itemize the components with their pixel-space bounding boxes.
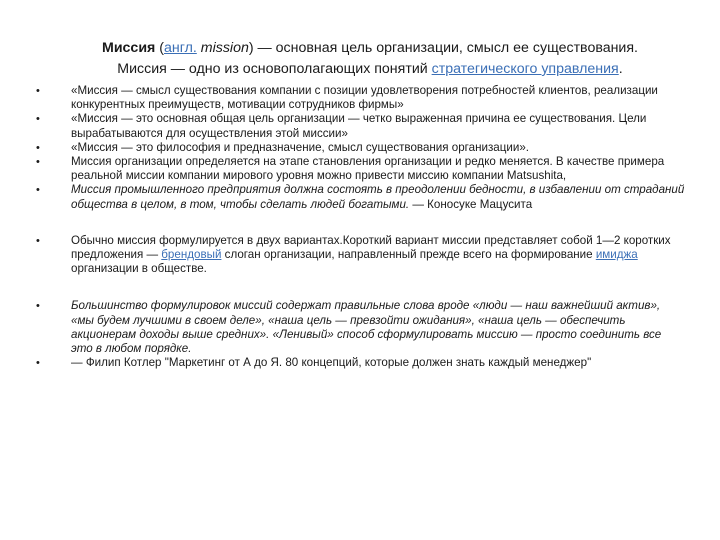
bullet-marker: • — [36, 141, 40, 154]
list-item — [36, 141, 686, 155]
bullet-marker: • — [36, 184, 40, 197]
list-item — [36, 234, 686, 277]
bullet-marker: • — [36, 357, 40, 370]
bullet-marker: • — [36, 113, 40, 126]
mission-definition-3: «Миссия — это философия и предназначение, смысл существования организации». — [71, 140, 529, 154]
kotler-citation: — Филип Котлер "Маркетинг от А до Я. 80 концепций, которые должен знать каждый менеджер" — [71, 356, 592, 370]
bullet-marker: • — [36, 234, 40, 247]
mission-definition-1: «Миссия — смысл существования компании с позиции удовлетворения потребностей клиентов, реализации конкурентных преимуществ, мотивации сотрудников фирмы» — [71, 84, 658, 112]
matsushita-quote: Миссия промышленного предприятия должна состоять в преодолении бедности, в избавлении от страданий общества в целом, в том, чтобы сделать людей богатыми. — [71, 183, 685, 211]
mission-variants-mid: слоган организации, направленный прежде всего на формирование — [221, 248, 596, 262]
intro-paragraph — [40, 38, 700, 80]
list-item — [36, 299, 686, 356]
list-item — [36, 112, 686, 140]
open-paren: ( — [155, 40, 164, 56]
list-item — [36, 155, 686, 183]
mission-variants-start: Обычно миссия формулируется в двух вариантах.Короткий вариант миссии представляет собой 1—2 коротких предложения — — [71, 233, 671, 262]
bullet-list — [36, 84, 686, 370]
kotler-quote: Большинство формулировок миссий содержат правильные слова вроде «люди — наш важнейший актив», «мы будем лучшими в своем деле», «наша цель — превзойти ожидания», «наша цель — обеспечить акционерам доходы выше средних». «Ленивый» способ сформулировать миссию — просто соединить все это в любом порядке. — [71, 299, 662, 356]
intro-definition: ) — основная цель организации, смысл ее существования. — [248, 40, 638, 56]
bullet-marker: • — [36, 300, 40, 313]
mission-definition-2: «Миссия — это основная общая цель организации — четко выраженная причина ее существования. Цели вырабатываются для осуществления этой миссии» — [71, 112, 647, 140]
list-item — [36, 183, 686, 211]
bullet-marker: • — [36, 156, 40, 169]
list-item — [36, 84, 686, 112]
term-english: mission — [196, 40, 249, 56]
brand-link[interactable]: брендовый — [161, 248, 222, 262]
list-item — [36, 356, 686, 370]
mission-variants-end: организации в обществе. — [71, 262, 207, 276]
mission-example-text: Миссия организации определяется на этапе становления организации и редко меняется. В качестве примера реальной миссии компании мирового уровня можно привести миссию компании Matsushita, — [71, 155, 665, 183]
image-link[interactable]: имиджа — [595, 248, 638, 262]
english-language-link[interactable]: англ. — [164, 40, 197, 56]
intro-line2-start: Миссия — одно из основополагающих понятий — [117, 61, 432, 77]
term-title: Миссия — [102, 40, 156, 56]
bullet-marker: • — [36, 85, 40, 97]
intro-line2-end: . — [618, 61, 623, 77]
quote-author: — Коносуке Мацусита — [409, 197, 533, 211]
strategic-management-link[interactable]: стратегического управления — [431, 61, 619, 77]
